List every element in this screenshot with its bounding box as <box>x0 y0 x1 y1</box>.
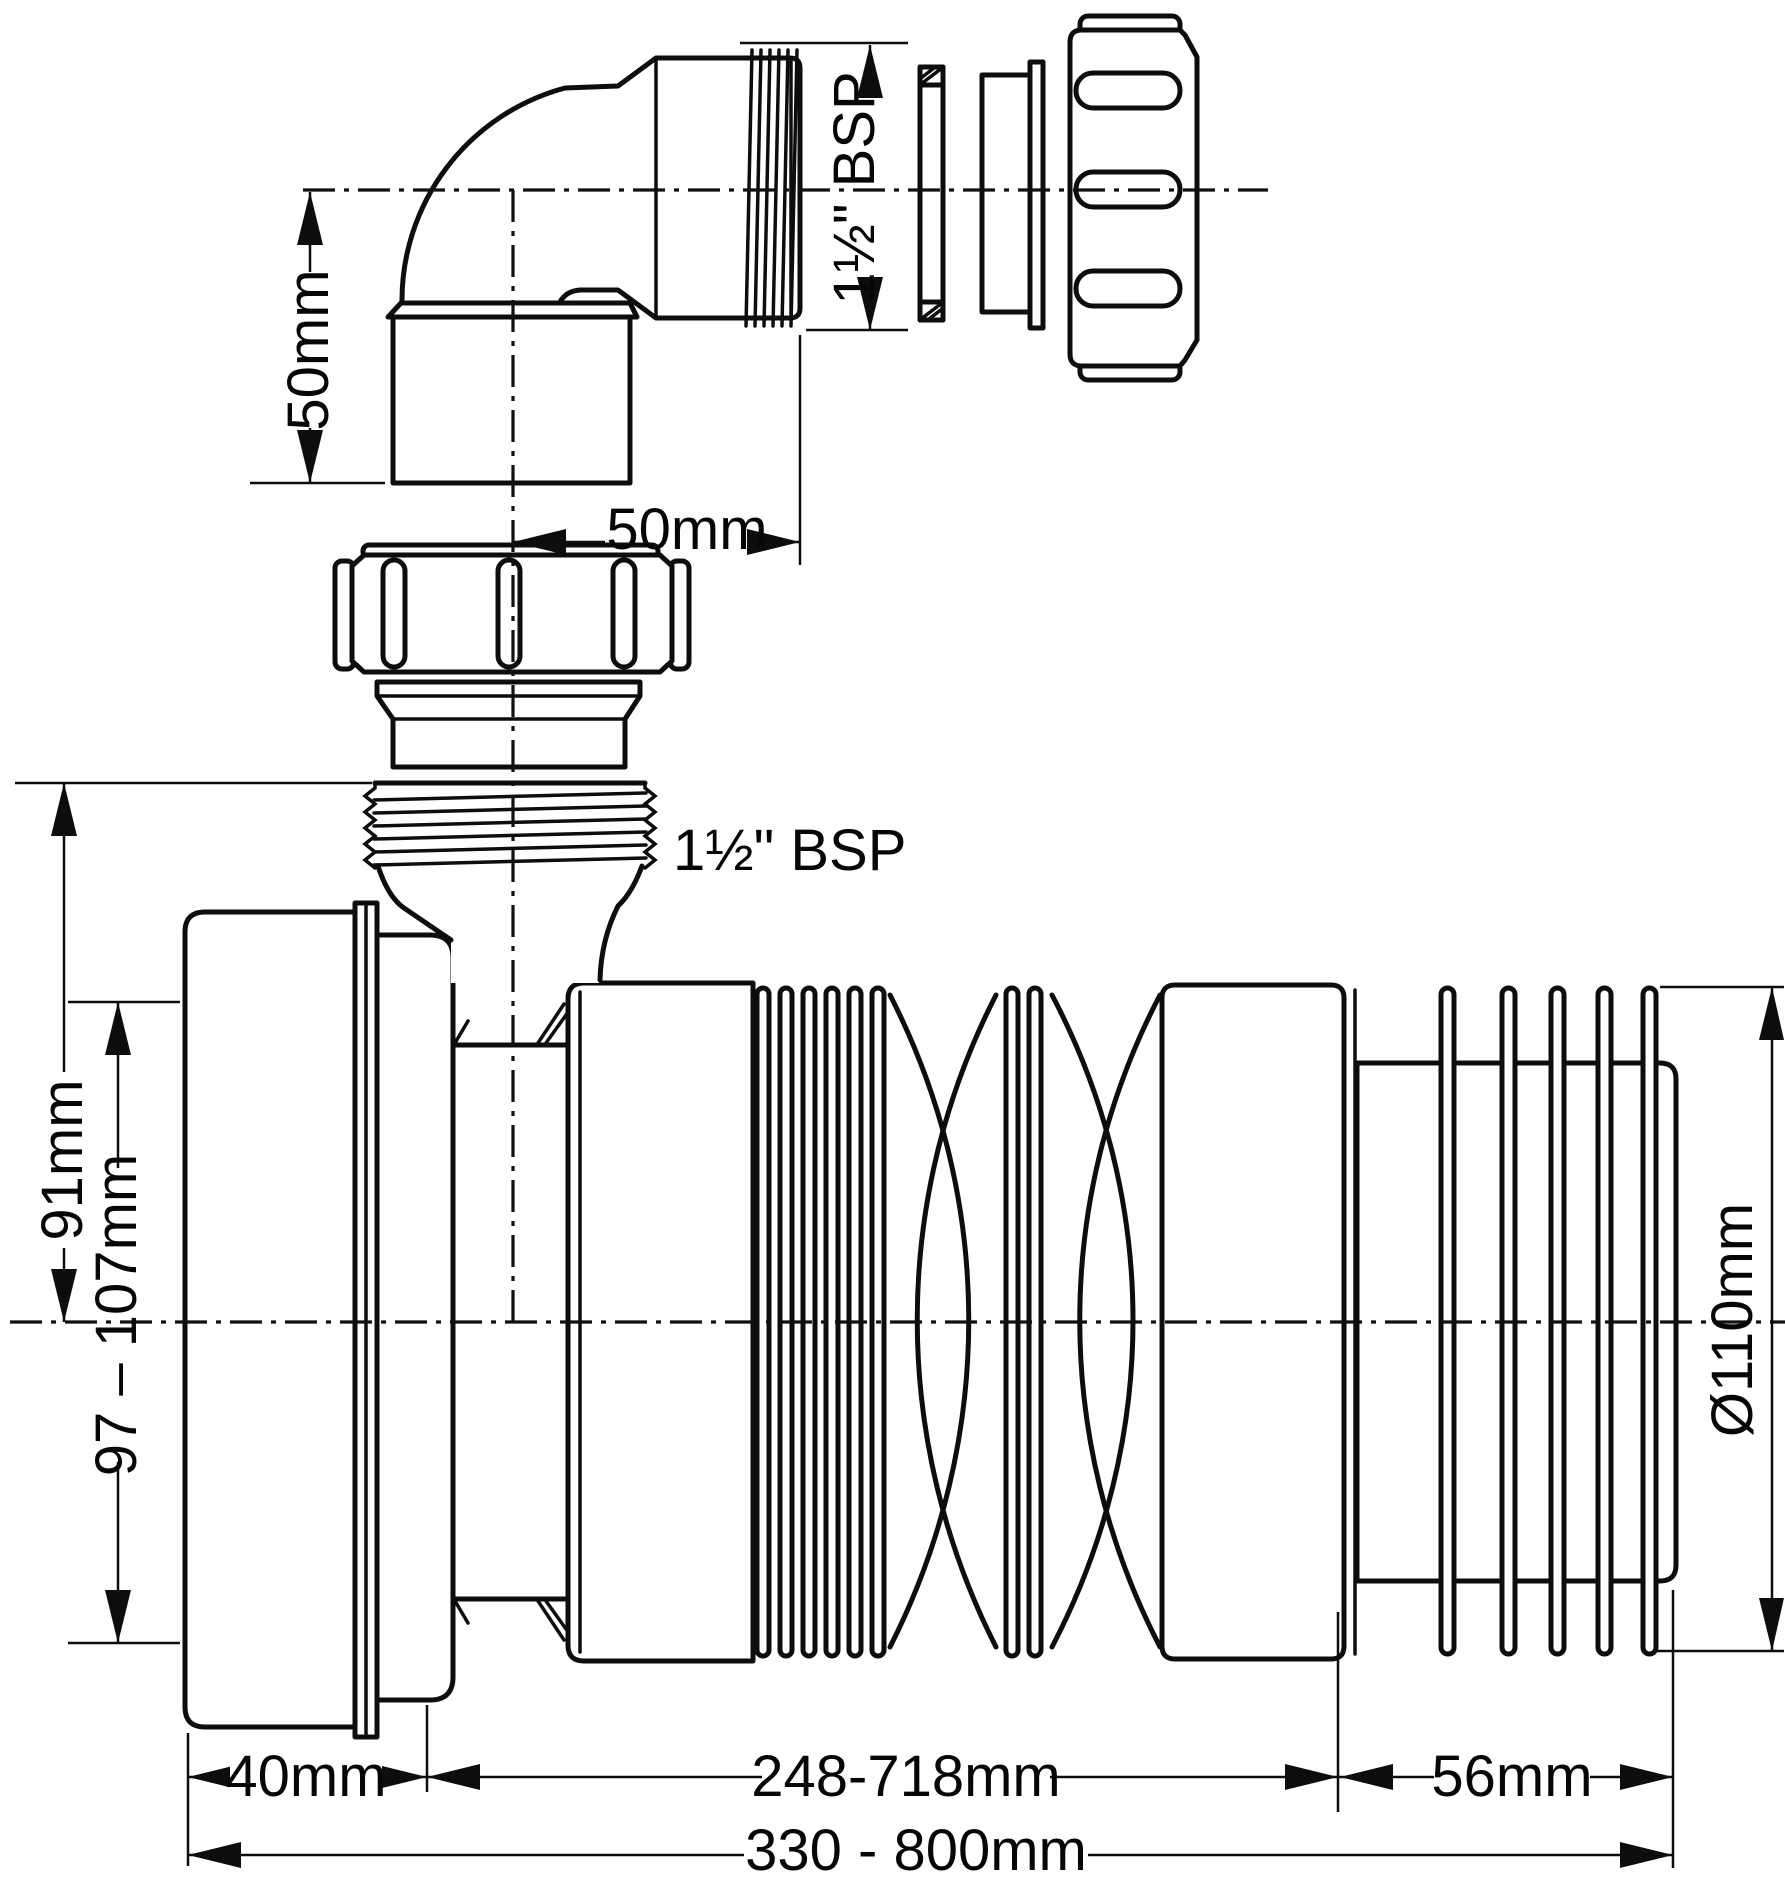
label-overall-length: 330 - 800mm <box>745 1818 1087 1883</box>
boss-thread-right-profile <box>645 783 655 868</box>
swivel-nut <box>1070 16 1197 380</box>
socket-liner <box>982 62 1043 328</box>
main-body <box>185 903 1676 1737</box>
label-elbow-offset: 50mm <box>606 497 768 562</box>
label-boss-thread: 1½" BSP <box>673 818 907 883</box>
label-outlet-spigot-length: 56mm <box>1431 1744 1593 1809</box>
label-flex-length: 248-718mm <box>751 1744 1061 1809</box>
label-inlet-range: 97 – 107mm <box>84 1153 149 1477</box>
label-elbow-inlet-depth: 50mm <box>276 269 341 431</box>
elbow-body <box>402 58 800 318</box>
elbow-fitting <box>388 50 800 483</box>
seal-washer <box>920 67 943 320</box>
inlet-cup <box>185 912 357 1727</box>
label-elbow-thread: 1½" BSP <box>822 71 887 305</box>
label-inlet-height: 91mm <box>30 1079 95 1241</box>
taper-washer <box>377 682 640 767</box>
outer-sleeve <box>377 935 453 1700</box>
label-outlet-diameter: Ø110mm <box>1700 1202 1765 1438</box>
label-inlet-length: 40mm <box>225 1744 387 1809</box>
liner-flange <box>1030 62 1043 328</box>
